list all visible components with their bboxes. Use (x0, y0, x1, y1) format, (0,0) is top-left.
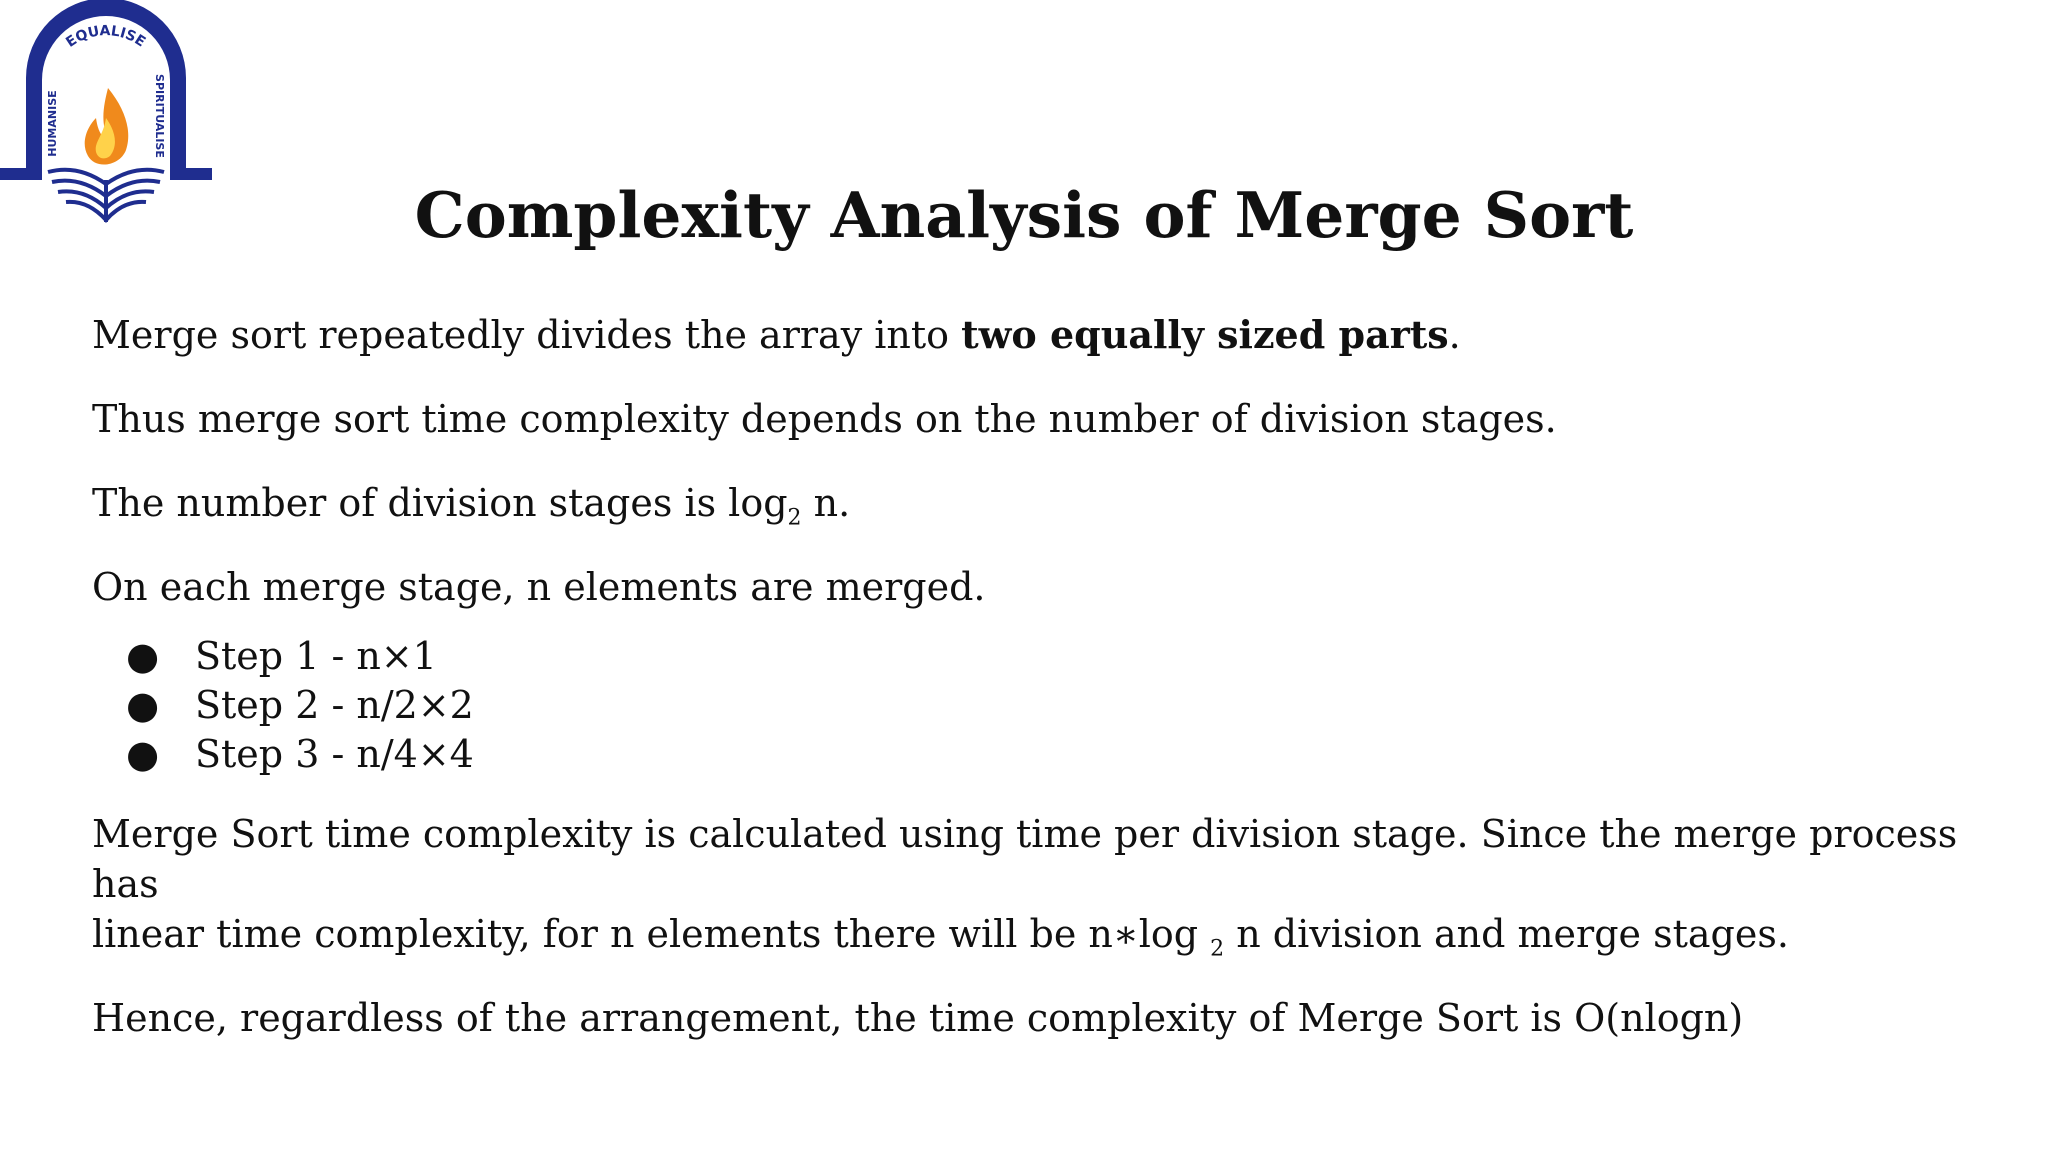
bullet-icon: ● (126, 732, 160, 776)
steps-list (92, 632, 2012, 779)
list-item (92, 730, 2012, 779)
list-item (92, 681, 2012, 730)
paragraph-divides-text: Merge sort repeatedly divides the array into (92, 313, 962, 357)
paragraph-calculation (92, 809, 2012, 962)
paragraph-merged: On each merge stage, n elements are merged. (92, 565, 986, 609)
log-base-subscript: 2 (787, 505, 802, 531)
paragraph-stages-text: The number of division stages is log (92, 481, 788, 525)
logo-top-text: EQUALISE (63, 23, 149, 51)
paragraph-divides (92, 310, 2012, 360)
paragraph-calculation-line2: linear time complexity, for n elements there will be n∗log (92, 912, 1211, 956)
slide-title: Complexity Analysis of Merge Sort (414, 178, 1634, 252)
paragraph-stages-end: n. (801, 481, 851, 525)
paragraph-conclusion: Hence, regardless of the arrangement, the time complexity of Merge Sort is O(nlogn) (92, 996, 1744, 1040)
paragraph-divides-bold: two equally sized parts (961, 312, 1449, 357)
paragraph-calculation-line2-end: n division and merge stages. (1224, 912, 1789, 956)
step-text: Step 3 - n/4×4 (195, 732, 474, 776)
step-text: Step 2 - n/2×2 (195, 683, 474, 727)
slide-body (92, 310, 2012, 1077)
list-item (92, 632, 2012, 681)
logo-left-text: HUMANISE (46, 90, 59, 157)
paragraph-depends: Thus merge sort time complexity depends on the number of division stages. (92, 397, 1557, 441)
logo-right-text: SPIRITUALISE (153, 74, 166, 158)
bullet-icon: ● (126, 683, 160, 727)
paragraph-divides-end: . (1448, 313, 1461, 357)
paragraph-stages (92, 478, 2012, 531)
bullet-icon: ● (126, 634, 160, 678)
log-base-subscript: 2 (1210, 936, 1225, 962)
step-text: Step 1 - n×1 (195, 634, 437, 678)
paragraph-calculation-line1: Merge Sort time complexity is calculated using time per division stage. Since the merge process has (92, 812, 1958, 906)
